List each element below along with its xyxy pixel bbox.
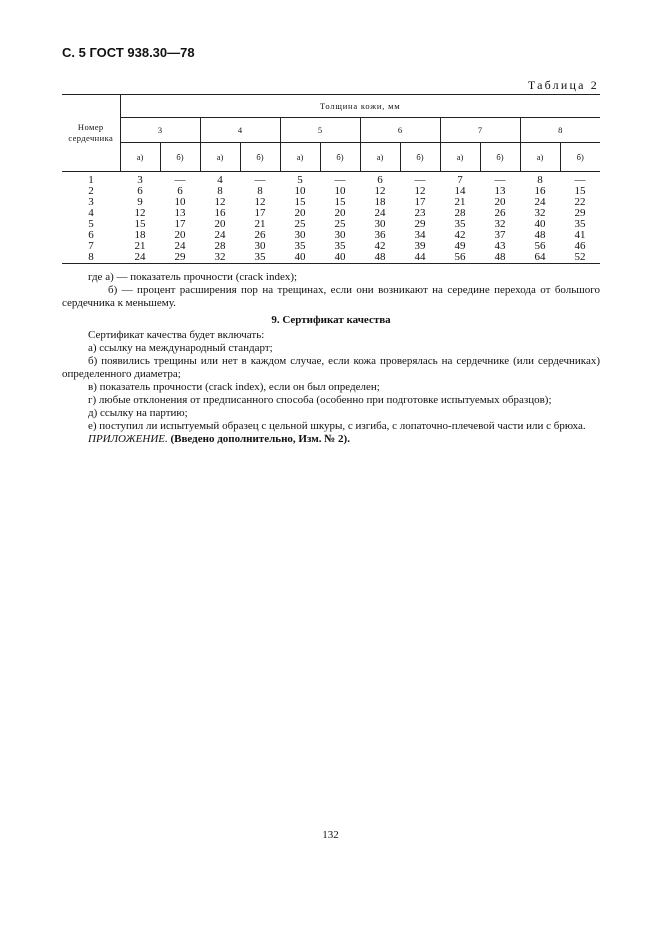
note-line: где а) — показатель прочности (crack index); bbox=[88, 271, 298, 283]
table-cell: 44 bbox=[414, 251, 426, 263]
table-cell: 20 bbox=[494, 196, 506, 208]
table-cell: 35 bbox=[454, 218, 466, 230]
table-cell: 20 bbox=[214, 218, 226, 230]
sub-header-b: б) bbox=[320, 143, 360, 172]
table-cell: 32 bbox=[534, 207, 546, 219]
table-cell: — bbox=[254, 174, 266, 186]
table-cell: 29 bbox=[174, 251, 186, 263]
thickness-value: 6 bbox=[360, 118, 440, 143]
row-number-cell: 5 bbox=[88, 218, 94, 230]
table-cell: 18 bbox=[134, 229, 146, 241]
table-cell: 12 bbox=[254, 196, 266, 208]
table-cell: 16 bbox=[214, 207, 226, 219]
table-cell: 48 bbox=[374, 251, 386, 263]
row-number-header: Номер сердечника bbox=[62, 95, 120, 172]
table-cell: 15 bbox=[334, 196, 346, 208]
table-cell: 39 bbox=[414, 240, 426, 252]
table-cell: 30 bbox=[294, 229, 306, 241]
table-cell: 29 bbox=[574, 207, 586, 219]
sub-header-a: а) bbox=[200, 143, 240, 172]
sub-header-b: б) bbox=[400, 143, 440, 172]
thickness-value: 5 bbox=[280, 118, 360, 143]
row-number-cell: 2 bbox=[88, 185, 94, 197]
table-cell: 40 bbox=[294, 251, 306, 263]
table-cell: 21 bbox=[454, 196, 466, 208]
table-cell: 6 bbox=[137, 185, 143, 197]
section-title: 9. Сертификат качества bbox=[271, 314, 391, 326]
table-cell: 24 bbox=[534, 196, 546, 208]
sub-header-a: а) bbox=[280, 143, 320, 172]
table-cell: — bbox=[414, 174, 426, 186]
table-cell: 12 bbox=[134, 207, 146, 219]
sub-header-a: а) bbox=[360, 143, 400, 172]
table-row bbox=[62, 252, 600, 263]
table-cell: 6 bbox=[177, 185, 183, 197]
table-cell: 24 bbox=[174, 240, 186, 252]
table-cell: 29 bbox=[414, 218, 426, 230]
row-number-cell: 6 bbox=[88, 229, 94, 241]
table-cell: 20 bbox=[294, 207, 306, 219]
table-cell: 8 bbox=[257, 185, 263, 197]
table-caption: Таблица 2 bbox=[527, 78, 599, 92]
sub-header-a: а) bbox=[520, 143, 560, 172]
table-cell: 42 bbox=[374, 240, 386, 252]
sub-header-a: а) bbox=[440, 143, 480, 172]
table-cell: 41 bbox=[574, 229, 586, 241]
table-cell: 35 bbox=[574, 218, 586, 230]
row-number-cell: 1 bbox=[88, 174, 94, 186]
table-cell: — bbox=[334, 174, 346, 186]
table-cell: 25 bbox=[334, 218, 346, 230]
table-cell: — bbox=[494, 174, 506, 186]
table-cell: 37 bbox=[494, 229, 506, 241]
sub-header-a: а) bbox=[120, 143, 160, 172]
table-cell: 35 bbox=[254, 251, 266, 263]
table-cell: 26 bbox=[494, 207, 506, 219]
table-cell: 20 bbox=[334, 207, 346, 219]
table-cell: 48 bbox=[494, 251, 506, 263]
table-cell: 9 bbox=[137, 196, 143, 208]
table-cell: 18 bbox=[374, 196, 386, 208]
table-cell: 56 bbox=[534, 240, 546, 252]
table-cell: 15 bbox=[574, 185, 586, 197]
table-cell: 17 bbox=[414, 196, 426, 208]
table-cell: 12 bbox=[414, 185, 426, 197]
table-cell: 28 bbox=[454, 207, 466, 219]
table-cell: 49 bbox=[454, 240, 466, 252]
page-number: 132 bbox=[322, 829, 339, 841]
table-cell: 43 bbox=[494, 240, 506, 252]
note-line: б) — процент расширения пор на трещинах, если они возникают на середине перехода от большого сердечника к меньшему. bbox=[62, 284, 600, 309]
sub-header-b: б) bbox=[160, 143, 200, 172]
table-cell: 15 bbox=[134, 218, 146, 230]
table-cell: 30 bbox=[374, 218, 386, 230]
table-cell: 52 bbox=[574, 251, 586, 263]
table-cell: 10 bbox=[334, 185, 346, 197]
table-cell: 35 bbox=[294, 240, 306, 252]
table-cell: 30 bbox=[254, 240, 266, 252]
table-cell: 64 bbox=[534, 251, 546, 263]
row-number-cell: 4 bbox=[88, 207, 94, 219]
table-cell: — bbox=[174, 174, 186, 186]
table-cell: 10 bbox=[174, 196, 186, 208]
thickness-header: Толщина кожи, мм bbox=[120, 95, 600, 118]
table-cell: 14 bbox=[454, 185, 466, 197]
table-bottom-rule bbox=[62, 263, 600, 264]
table-cell: 10 bbox=[294, 185, 306, 197]
appendix-text: (Введено дополнительно, Изм. № 2). bbox=[170, 433, 350, 445]
table-cell: 46 bbox=[574, 240, 586, 252]
table-cell: 13 bbox=[494, 185, 506, 197]
table-cell: 42 bbox=[454, 229, 466, 241]
table-cell: 15 bbox=[294, 196, 306, 208]
thickness-value: 3 bbox=[120, 118, 200, 143]
list-item: а) ссылку на международный стандарт; bbox=[88, 342, 273, 354]
table-cell: 22 bbox=[574, 196, 586, 208]
table-cell: 16 bbox=[534, 185, 546, 197]
document-header: С. 5 ГОСТ 938.30—78 bbox=[62, 45, 195, 60]
table-notes bbox=[62, 271, 600, 310]
table-cell: 32 bbox=[214, 251, 226, 263]
table-cell: 21 bbox=[134, 240, 146, 252]
sub-header-b: б) bbox=[480, 143, 520, 172]
table-cell: 26 bbox=[254, 229, 266, 241]
table-row bbox=[62, 172, 600, 187]
sub-header-b: б) bbox=[240, 143, 280, 172]
thickness-value: 7 bbox=[440, 118, 520, 143]
table-cell: 34 bbox=[414, 229, 426, 241]
table-cell: 8 bbox=[217, 185, 223, 197]
list-item: в) показатель прочности (crack index), если он был определен; bbox=[88, 381, 380, 393]
appendix-label: ПРИЛОЖЕНИЕ. bbox=[88, 433, 168, 445]
table-cell: 7 bbox=[457, 174, 463, 186]
table-cell: 17 bbox=[254, 207, 266, 219]
section-intro: Сертификат качества будет включать: bbox=[88, 329, 265, 341]
table-cell: 21 bbox=[254, 218, 266, 230]
table-cell: 28 bbox=[214, 240, 226, 252]
table-cell: 24 bbox=[134, 251, 146, 263]
table-cell: 12 bbox=[374, 185, 386, 197]
table-cell: 24 bbox=[374, 207, 386, 219]
row-number-cell: 7 bbox=[88, 240, 94, 252]
list-item: г) любые отклонения от предписанного способа (особенно при подготовке испытуемых образцов); bbox=[88, 394, 552, 406]
list-item: е) поступил ли испытуемый образец с цельной шкуры, с изгиба, с лопаточно-плечевой части или с брюха. bbox=[88, 420, 586, 432]
table-cell: 4 bbox=[217, 174, 223, 186]
table-cell: 17 bbox=[174, 218, 186, 230]
table-cell: 8 bbox=[537, 174, 543, 186]
table-cell: 32 bbox=[494, 218, 506, 230]
table-cell: 13 bbox=[174, 207, 186, 219]
table-cell: 20 bbox=[174, 229, 186, 241]
table-cell: 35 bbox=[334, 240, 346, 252]
table-cell: 6 bbox=[377, 174, 383, 186]
table-body bbox=[62, 172, 600, 264]
table-cell: 40 bbox=[534, 218, 546, 230]
appendix-note bbox=[88, 433, 350, 445]
list-item: б) появились трещины или нет в каждом случае, если кожа проверялась на сердечнике (или сердечниках) определенного диаметра; bbox=[62, 355, 600, 380]
sub-header-b: б) bbox=[560, 143, 600, 172]
table-cell: 3 bbox=[137, 174, 143, 186]
table-cell: 5 bbox=[297, 174, 303, 186]
table-cell: 40 bbox=[334, 251, 346, 263]
table-cell: 23 bbox=[414, 207, 426, 219]
list-item: д) ссылку на партию; bbox=[88, 407, 188, 419]
section-body bbox=[62, 329, 600, 433]
thickness-value: 8 bbox=[520, 118, 600, 143]
data-table bbox=[62, 94, 600, 264]
row-number-cell: 3 bbox=[88, 196, 94, 208]
table-cell: 56 bbox=[454, 251, 466, 263]
table-cell: 12 bbox=[214, 196, 226, 208]
table-cell: 24 bbox=[214, 229, 226, 241]
thickness-value: 4 bbox=[200, 118, 280, 143]
table-cell: 25 bbox=[294, 218, 306, 230]
table-cell: — bbox=[574, 174, 586, 186]
table-cell: 48 bbox=[534, 229, 546, 241]
table-cell: 30 bbox=[334, 229, 346, 241]
row-number-cell: 8 bbox=[88, 251, 94, 263]
table-cell: 36 bbox=[374, 229, 386, 241]
